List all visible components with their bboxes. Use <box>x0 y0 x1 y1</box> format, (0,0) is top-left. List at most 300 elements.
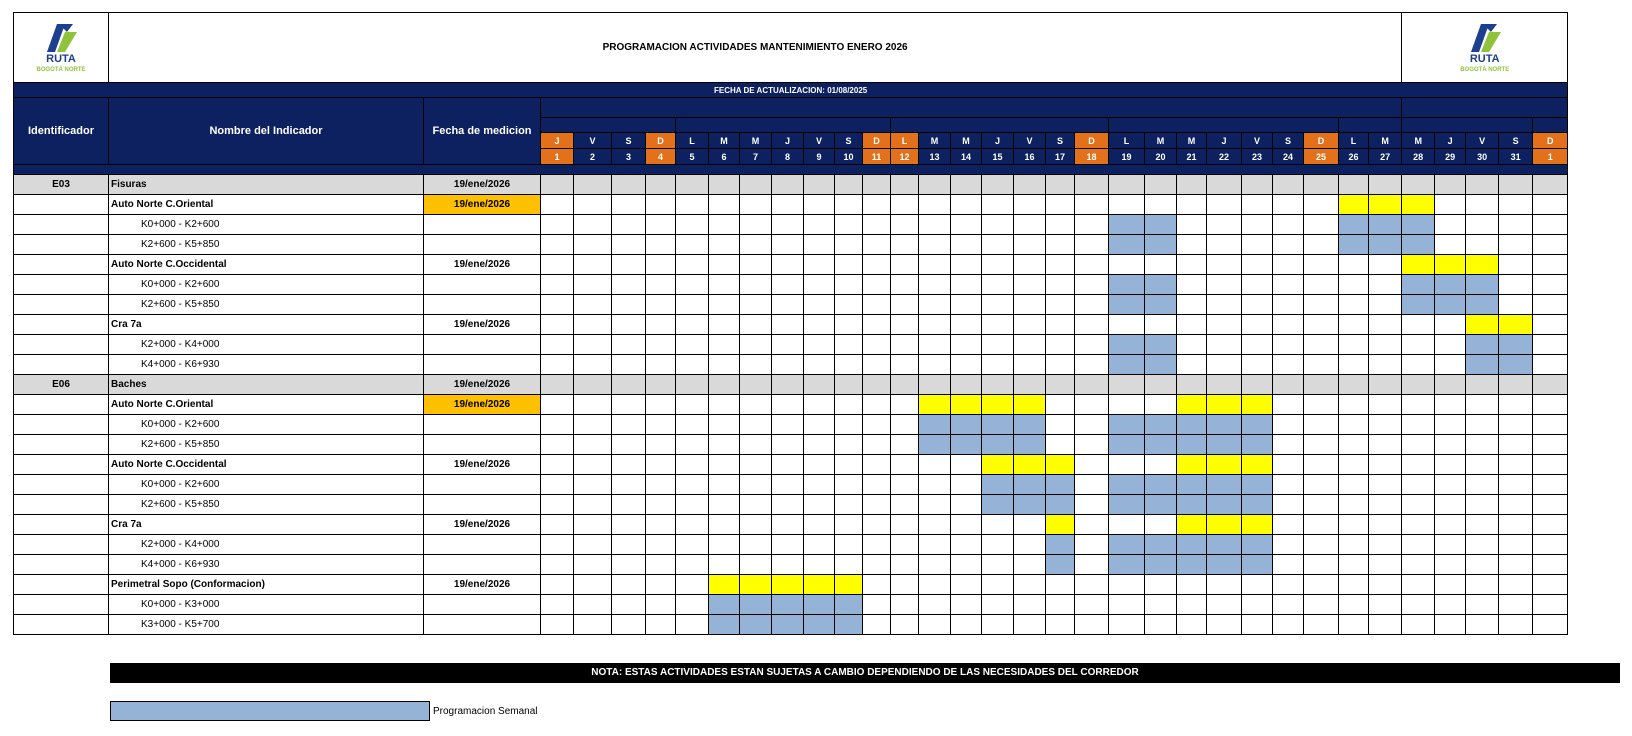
day-cell <box>804 515 835 535</box>
day-cell <box>835 515 863 535</box>
day-cell <box>1075 415 1109 435</box>
day-cell <box>541 415 574 435</box>
day-cell <box>574 395 612 415</box>
day-cell <box>1533 215 1568 235</box>
day-cell <box>1499 395 1533 415</box>
day-cell <box>919 315 951 335</box>
row-identificador <box>14 295 109 315</box>
day-cell <box>1014 615 1046 635</box>
day-cell <box>891 215 919 235</box>
day-cell <box>1109 595 1145 615</box>
day-cell <box>919 175 951 195</box>
day-cell <box>1435 215 1466 235</box>
day-cell <box>612 355 646 375</box>
row-fecha: 19/ene/2026 <box>424 255 541 275</box>
day-cell <box>1304 495 1339 515</box>
road-icon <box>1467 22 1503 52</box>
day-cell <box>863 515 891 535</box>
weekday-letter: D <box>1533 133 1568 149</box>
weekday-letter: M <box>740 133 772 149</box>
activity-cell <box>1402 255 1435 275</box>
day-cell <box>982 535 1014 555</box>
day-cell <box>863 215 891 235</box>
day-cell <box>709 435 740 455</box>
row-nombre: Perimetral Sopo (Conformacion) <box>109 575 424 595</box>
row-identificador <box>14 275 109 295</box>
day-cell <box>982 235 1014 255</box>
day-cell <box>1499 555 1533 575</box>
row-nombre: Auto Norte C.Oriental <box>109 195 424 215</box>
day-cell <box>1339 175 1369 195</box>
activity-cell <box>740 575 772 595</box>
day-cell <box>1046 395 1075 415</box>
day-cell <box>1435 435 1466 455</box>
day-cell <box>1339 615 1369 635</box>
day-cell <box>1402 495 1435 515</box>
day-cell <box>951 195 982 215</box>
day-cell <box>541 335 574 355</box>
day-cell <box>676 315 709 335</box>
weekday-letter: L <box>891 133 919 149</box>
day-cell <box>1435 595 1466 615</box>
day-number: 10 <box>835 149 863 165</box>
day-number: 16 <box>1014 149 1046 165</box>
day-cell <box>1466 595 1499 615</box>
day-cell <box>1435 495 1466 515</box>
day-cell <box>1339 595 1369 615</box>
day-cell <box>1533 595 1568 615</box>
weekly-cell <box>772 595 804 615</box>
row-fecha <box>424 475 541 495</box>
day-cell <box>541 175 574 195</box>
day-cell <box>1402 175 1435 195</box>
activity-cell <box>804 575 835 595</box>
day-cell <box>1339 295 1369 315</box>
day-cell <box>1304 515 1339 535</box>
day-cell <box>676 235 709 255</box>
day-cell <box>1014 575 1046 595</box>
row-nombre: Auto Norte C.Occidental <box>109 455 424 475</box>
day-cell <box>835 395 863 415</box>
weekly-cell <box>1207 435 1242 455</box>
day-cell <box>1177 335 1207 355</box>
day-cell <box>863 375 891 395</box>
row-fecha <box>424 535 541 555</box>
day-cell <box>919 275 951 295</box>
day-cell <box>709 235 740 255</box>
day-cell <box>709 475 740 495</box>
day-number: 1 <box>541 149 574 165</box>
weekly-cell <box>1014 495 1046 515</box>
day-cell <box>982 295 1014 315</box>
activity-cell <box>1499 315 1533 335</box>
row-identificador <box>14 415 109 435</box>
page-title: PROGRAMACION ACTIVIDADES MANTENIMIENTO ENERO 2026 <box>109 13 1402 83</box>
group-row <box>14 255 1568 275</box>
day-cell <box>1242 335 1273 355</box>
day-cell <box>982 195 1014 215</box>
day-cell <box>1242 215 1273 235</box>
day-cell <box>835 555 863 575</box>
day-cell <box>1402 595 1435 615</box>
row-fecha: 19/ene/2026 <box>424 315 541 335</box>
day-cell <box>1207 335 1242 355</box>
row-nombre: K2+600 - K5+850 <box>109 495 424 515</box>
row-fecha: 19/ene/2026 <box>424 575 541 595</box>
day-cell <box>772 415 804 435</box>
segment-row <box>14 215 1568 235</box>
col-fecha: Fecha de medicion <box>424 98 541 165</box>
day-cell <box>1075 255 1109 275</box>
weekly-cell <box>1242 535 1273 555</box>
day-cell <box>1466 235 1499 255</box>
weekly-cell <box>1145 415 1177 435</box>
row-identificador <box>14 595 109 615</box>
day-cell <box>919 535 951 555</box>
day-cell <box>1046 195 1075 215</box>
weekly-cell <box>1145 235 1177 255</box>
day-cell <box>1109 395 1145 415</box>
day-cell <box>1499 175 1533 195</box>
day-cell <box>1533 475 1568 495</box>
day-cell <box>740 275 772 295</box>
row-identificador <box>14 395 109 415</box>
day-cell <box>1273 435 1304 455</box>
day-cell <box>1304 375 1339 395</box>
row-fecha <box>424 595 541 615</box>
day-cell <box>919 375 951 395</box>
day-cell <box>1109 455 1145 475</box>
day-cell <box>1046 595 1075 615</box>
day-cell <box>1533 455 1568 475</box>
day-number: 19 <box>1109 149 1145 165</box>
weekly-cell <box>740 615 772 635</box>
day-cell <box>951 315 982 335</box>
day-cell <box>1533 575 1568 595</box>
day-cell <box>951 575 982 595</box>
day-cell <box>1533 515 1568 535</box>
day-cell <box>1304 395 1339 415</box>
day-number: 24 <box>1273 149 1304 165</box>
day-cell <box>1207 215 1242 235</box>
day-cell <box>1109 515 1145 535</box>
day-cell <box>772 535 804 555</box>
day-cell <box>891 235 919 255</box>
day-cell <box>891 395 919 415</box>
day-cell <box>1339 495 1369 515</box>
day-cell <box>835 475 863 495</box>
segment-row <box>14 435 1568 455</box>
day-cell <box>676 175 709 195</box>
day-number: 15 <box>982 149 1014 165</box>
day-cell <box>1533 415 1568 435</box>
day-cell <box>863 615 891 635</box>
day-cell <box>1242 235 1273 255</box>
day-cell <box>1075 455 1109 475</box>
day-cell <box>1075 355 1109 375</box>
day-cell <box>541 295 574 315</box>
weekday-letter: M <box>1145 133 1177 149</box>
activity-cell <box>982 395 1014 415</box>
weekly-cell <box>1014 435 1046 455</box>
day-cell <box>541 475 574 495</box>
day-number: 21 <box>1177 149 1207 165</box>
day-cell <box>574 295 612 315</box>
day-cell <box>574 515 612 535</box>
day-cell <box>804 195 835 215</box>
ruta-logo-right <box>1455 18 1515 78</box>
weekly-cell <box>1177 435 1207 455</box>
day-cell <box>541 575 574 595</box>
day-cell <box>804 175 835 195</box>
row-fecha: 19/ene/2026 <box>424 455 541 475</box>
day-number: 14 <box>951 149 982 165</box>
weekly-cell <box>1109 475 1145 495</box>
day-cell <box>891 495 919 515</box>
day-cell <box>863 495 891 515</box>
day-cell <box>804 495 835 515</box>
weekly-cell <box>1339 215 1369 235</box>
weekly-cell <box>1242 415 1273 435</box>
day-cell <box>676 515 709 535</box>
day-cell <box>919 455 951 475</box>
day-cell <box>1145 455 1177 475</box>
day-cell <box>1145 175 1177 195</box>
day-cell <box>1075 615 1109 635</box>
weekly-cell <box>709 595 740 615</box>
day-cell <box>1273 375 1304 395</box>
day-cell <box>1369 595 1402 615</box>
day-cell <box>612 295 646 315</box>
day-cell <box>740 555 772 575</box>
day-cell <box>1402 615 1435 635</box>
legend-swatch <box>110 701 430 721</box>
day-cell <box>1075 215 1109 235</box>
day-cell <box>1075 335 1109 355</box>
day-cell <box>1369 175 1402 195</box>
day-cell <box>891 475 919 495</box>
day-cell <box>772 455 804 475</box>
legend-label: Programacion Semanal <box>433 706 538 717</box>
day-cell <box>804 535 835 555</box>
day-cell <box>1466 535 1499 555</box>
row-identificador <box>14 475 109 495</box>
day-cell <box>1499 535 1533 555</box>
row-identificador <box>14 495 109 515</box>
day-cell <box>1533 535 1568 555</box>
day-cell <box>646 355 676 375</box>
day-cell <box>612 615 646 635</box>
weekly-cell <box>1046 475 1075 495</box>
row-nombre: K2+600 - K5+850 <box>109 235 424 255</box>
day-cell <box>574 415 612 435</box>
day-cell <box>863 275 891 295</box>
day-cell <box>646 475 676 495</box>
day-cell <box>1046 375 1075 395</box>
day-cell <box>835 175 863 195</box>
row-identificador <box>14 215 109 235</box>
day-cell <box>1533 435 1568 455</box>
day-cell <box>1109 575 1145 595</box>
day-cell <box>835 255 863 275</box>
segment-row <box>14 235 1568 255</box>
day-cell <box>1075 575 1109 595</box>
day-cell <box>1339 395 1369 415</box>
day-cell <box>612 215 646 235</box>
day-cell <box>1046 435 1075 455</box>
day-cell <box>1304 255 1339 275</box>
weekly-cell <box>982 495 1014 515</box>
day-cell <box>1466 175 1499 195</box>
day-cell <box>1273 575 1304 595</box>
activity-cell <box>1242 455 1273 475</box>
header-row <box>14 98 1568 118</box>
day-number: 18 <box>1075 149 1109 165</box>
day-cell <box>1533 255 1568 275</box>
day-cell <box>1499 415 1533 435</box>
weekly-cell <box>1339 235 1369 255</box>
day-cell <box>1339 415 1369 435</box>
day-cell <box>1304 295 1339 315</box>
day-cell <box>1466 515 1499 535</box>
day-cell <box>1273 255 1304 275</box>
day-number: 30 <box>1466 149 1499 165</box>
day-cell <box>1177 595 1207 615</box>
title-row <box>14 13 1568 83</box>
logo-subtext: BOGOTÁ NORTE <box>36 66 86 73</box>
weekly-cell <box>1145 435 1177 455</box>
day-cell <box>646 175 676 195</box>
week-cell <box>1109 118 1339 133</box>
weekday-letter: V <box>1466 133 1499 149</box>
day-cell <box>574 475 612 495</box>
weekly-cell <box>1466 295 1499 315</box>
left-logo-cell <box>14 13 109 83</box>
day-cell <box>1533 175 1568 195</box>
day-cell <box>574 595 612 615</box>
day-cell <box>740 315 772 335</box>
day-cell <box>891 595 919 615</box>
day-cell <box>1273 395 1304 415</box>
day-cell <box>1339 555 1369 575</box>
day-cell <box>574 535 612 555</box>
day-cell <box>709 535 740 555</box>
activity-cell <box>919 395 951 415</box>
day-cell <box>1177 355 1207 375</box>
group-row <box>14 575 1568 595</box>
day-cell <box>1014 255 1046 275</box>
weekly-cell <box>919 415 951 435</box>
day-cell <box>951 235 982 255</box>
schedule-sheet <box>13 12 1568 635</box>
day-cell <box>1075 235 1109 255</box>
day-cell <box>612 415 646 435</box>
weekly-cell <box>1177 555 1207 575</box>
row-fecha <box>424 335 541 355</box>
day-cell <box>740 415 772 435</box>
day-cell <box>676 495 709 515</box>
day-cell <box>740 475 772 495</box>
day-cell <box>863 175 891 195</box>
segment-row <box>14 555 1568 575</box>
day-cell <box>1402 355 1435 375</box>
day-cell <box>676 195 709 215</box>
day-cell <box>740 175 772 195</box>
day-cell <box>1339 575 1369 595</box>
day-cell <box>891 515 919 535</box>
day-cell <box>863 255 891 275</box>
day-cell <box>646 495 676 515</box>
day-cell <box>1046 315 1075 335</box>
day-cell <box>804 335 835 355</box>
weekly-cell <box>951 435 982 455</box>
day-cell <box>863 335 891 355</box>
day-cell <box>951 535 982 555</box>
day-cell <box>804 455 835 475</box>
weekly-cell <box>1499 335 1533 355</box>
day-cell <box>1242 575 1273 595</box>
activity-cell <box>1046 515 1075 535</box>
day-cell <box>1273 215 1304 235</box>
segment-row <box>14 495 1568 515</box>
day-cell <box>1466 495 1499 515</box>
day-cell <box>709 215 740 235</box>
day-cell <box>1369 615 1402 635</box>
row-fecha <box>424 415 541 435</box>
day-cell <box>574 275 612 295</box>
day-cell <box>835 355 863 375</box>
day-cell <box>740 195 772 215</box>
day-cell <box>1435 555 1466 575</box>
day-cell <box>804 315 835 335</box>
day-cell <box>1014 175 1046 195</box>
weekly-cell <box>1207 415 1242 435</box>
day-cell <box>646 295 676 315</box>
day-cell <box>1177 195 1207 215</box>
activity-cell <box>1014 395 1046 415</box>
activity-cell <box>835 575 863 595</box>
day-cell <box>676 415 709 435</box>
day-cell <box>574 195 612 215</box>
row-fecha <box>424 295 541 315</box>
day-cell <box>891 535 919 555</box>
day-cell <box>646 435 676 455</box>
weekly-cell <box>1046 495 1075 515</box>
day-cell <box>646 235 676 255</box>
day-cell <box>1207 595 1242 615</box>
weekday-letter: D <box>1075 133 1109 149</box>
day-cell <box>541 455 574 475</box>
day-cell <box>1402 395 1435 415</box>
weekly-cell <box>1242 555 1273 575</box>
day-number: 23 <box>1242 149 1273 165</box>
day-cell <box>1304 475 1339 495</box>
row-nombre: Auto Norte C.Oriental <box>109 395 424 415</box>
day-cell <box>1075 275 1109 295</box>
day-cell <box>574 495 612 515</box>
day-cell <box>1499 595 1533 615</box>
day-cell <box>1435 355 1466 375</box>
activity-cell <box>772 575 804 595</box>
day-cell <box>541 515 574 535</box>
day-cell <box>574 455 612 475</box>
day-number: 3 <box>612 149 646 165</box>
day-number: 28 <box>1402 149 1435 165</box>
day-cell <box>574 435 612 455</box>
day-cell <box>1014 195 1046 215</box>
day-cell <box>612 395 646 415</box>
weekly-cell <box>1466 355 1499 375</box>
